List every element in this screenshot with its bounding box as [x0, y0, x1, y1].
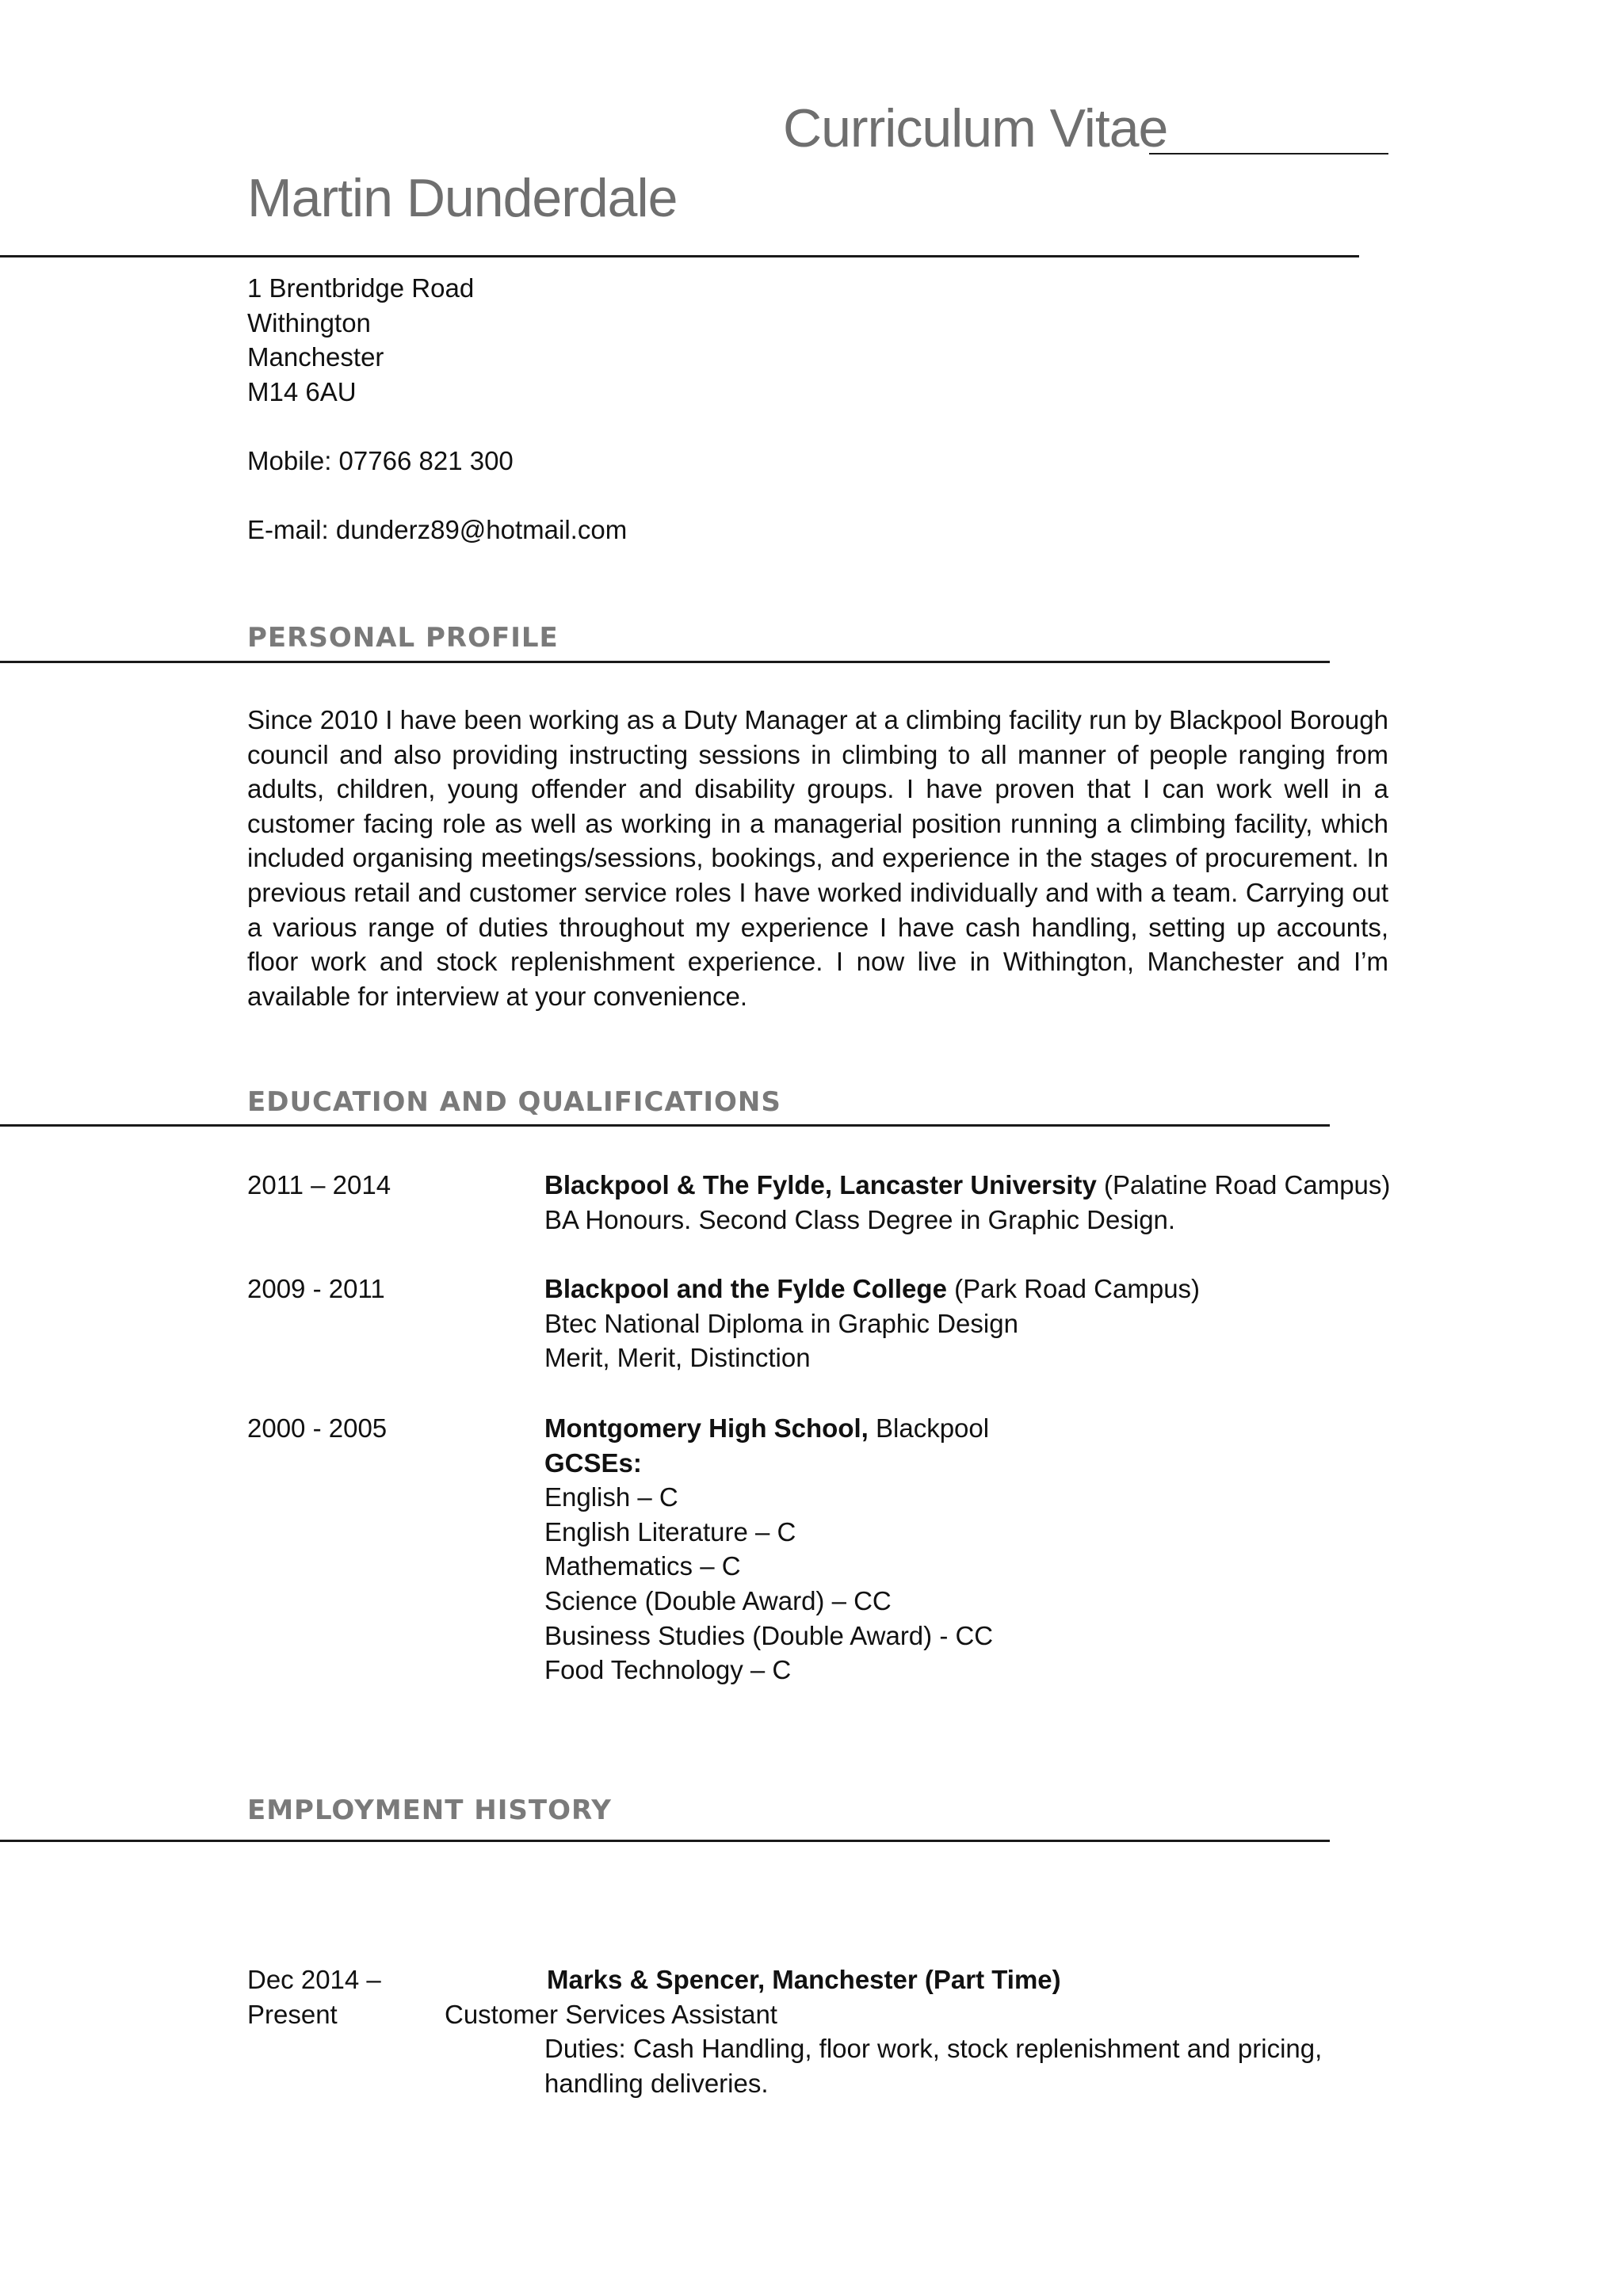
- education-divider: [0, 1124, 1330, 1127]
- education-campus: Blackpool: [868, 1413, 990, 1443]
- education-institution: Blackpool and the Fylde College: [544, 1274, 947, 1303]
- education-institution: Montgomery High School,: [544, 1413, 869, 1443]
- address-line-3: Manchester: [247, 342, 384, 372]
- contact-spacer: [247, 479, 627, 513]
- education-detail: BA Honours. Second Class Degree in Graphic Design.: [544, 1204, 1176, 1234]
- contact-spacer: [247, 409, 627, 444]
- personal-profile-heading: PERSONAL PROFILE: [247, 622, 559, 654]
- gcse-grade: English Literature – C: [544, 1516, 796, 1547]
- education-detail: Btec National Diploma in Graphic Design: [544, 1308, 1018, 1338]
- employment-dates: [247, 1962, 381, 2031]
- personal-profile-text: Since 2010 I have been working as a Duty Manager at a climbing facility run by Blackpool Borough council and also providing instructing sessions in climbing to all manner of people ranging from adults, children, young offender and disability groups. I have proven that I can work well in a customer facing role as well as working in a managerial position running a climbing facility, which included organising meetings/sessions, bookings, and experience in the stages of procurement. In previous retail and customer service roles I have worked individually and with a team. Carrying out a various range of duties throughout my experience I have cash handling, setting up accounts, floor work and stock replenishment experience. I now live in Withington, Manchester and I’m available for interview at your convenience.: [247, 705, 1388, 1011]
- contact-block: [247, 271, 627, 547]
- employment-start-date: Dec 2014 –: [247, 1965, 381, 1994]
- gcse-grade: English – C: [544, 1482, 678, 1512]
- email-address: E-mail: dunderz89@hotmail.com: [247, 515, 628, 545]
- education-dates: 2011 – 2014: [247, 1170, 391, 1199]
- education-heading: EDUCATION AND QUALIFICATIONS: [247, 1086, 781, 1118]
- education-institution-line: [544, 1411, 993, 1446]
- education-entry: [544, 1168, 1390, 1237]
- employment-end-date: Present: [247, 1999, 338, 2029]
- title-underline: [1149, 153, 1388, 154]
- employment-heading: EMPLOYMENT HISTORY: [247, 1794, 612, 1826]
- employment-divider: [0, 1840, 1330, 1842]
- education-entry: [544, 1411, 993, 1688]
- address-line-2: Withington: [247, 307, 371, 338]
- education-campus: (Palatine Road Campus): [1096, 1170, 1391, 1199]
- gcse-grade: Food Technology – C: [544, 1655, 792, 1685]
- employer-name: Marks & Spencer, Manchester (Part Time): [547, 1965, 1061, 1994]
- gcse-grade: Mathematics – C: [544, 1551, 741, 1581]
- education-entry: [544, 1272, 1200, 1375]
- gcse-subheading: GCSEs:: [544, 1447, 642, 1478]
- education-dates: 2009 - 2011: [247, 1274, 385, 1303]
- education-institution-line: [544, 1168, 1390, 1203]
- education-campus: (Park Road Campus): [946, 1274, 1201, 1303]
- address-line-1: 1 Brentbridge Road: [247, 273, 475, 303]
- name-divider: [0, 255, 1359, 257]
- gcse-grade: Science (Double Award) – CC: [544, 1585, 892, 1615]
- address-postcode: M14 6AU: [247, 376, 357, 406]
- candidate-name: Martin Dunderdale: [247, 168, 678, 228]
- profile-divider: [0, 661, 1330, 663]
- document-title: Curriculum Vitae: [783, 98, 1168, 158]
- education-institution: Blackpool & The Fylde, Lancaster University: [544, 1170, 1097, 1199]
- mobile-number: Mobile: 07766 821 300: [247, 445, 514, 475]
- job-duties: Duties: Cash Handling, floor work, stock replenishment and pricing, handling deliveries.: [544, 2034, 1323, 2098]
- education-institution-line: [544, 1272, 1200, 1306]
- education-dates: 2000 - 2005: [247, 1413, 388, 1443]
- job-title: Customer Services Assistant: [445, 2000, 777, 2029]
- gcse-grade: Business Studies (Double Award) - CC: [544, 1620, 994, 1650]
- education-detail: Merit, Merit, Distinction: [544, 1343, 811, 1373]
